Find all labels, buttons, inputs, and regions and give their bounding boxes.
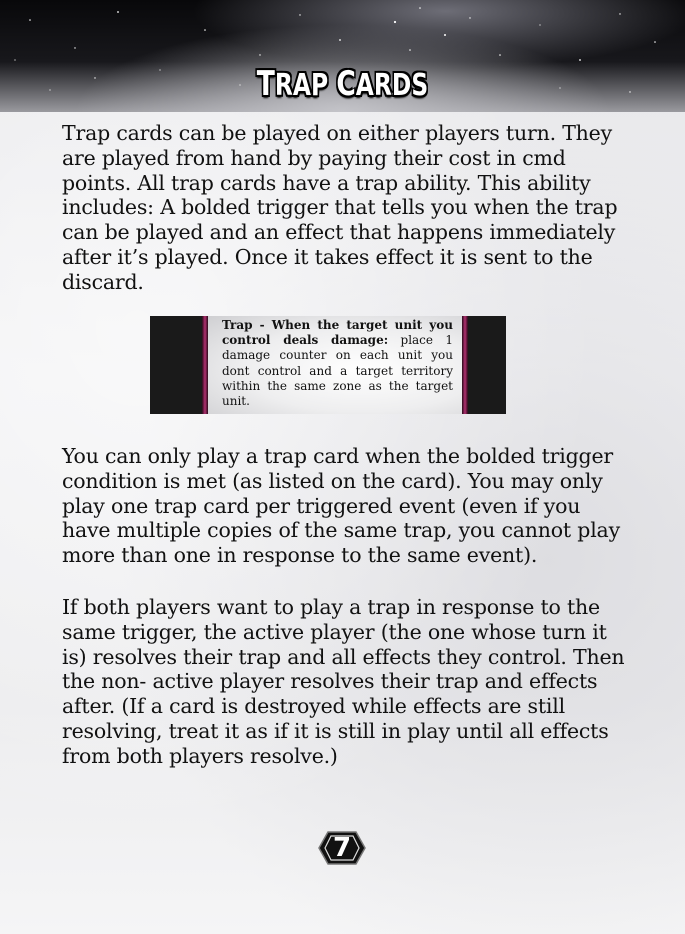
- starfield-header: [0, 0, 685, 112]
- page-number: 7: [332, 833, 352, 863]
- card-border-right: [462, 316, 468, 414]
- paragraph-priority-rules: If both players want to play a trap in response to the same trigger, the active player (the one whose turn it is) resolves their trap and all effects they control. Then the non- active player resolves their trap and effects after. (If a card is destroyed while effects are still resolving, treat it as if it is still in play until all effects from both players resolve.): [62, 595, 625, 768]
- trap-card-example: [150, 316, 506, 414]
- paragraph-trap-intro: Trap cards can be played on either players turn. They are played from hand by paying their cost in cmd points. All trap cards have a trap ability. This ability includes: A bolded trigger that tells you when the trap can be played and an effect that happens immediately after it’s played. Once it takes effect it is sent to the discard.: [62, 121, 618, 294]
- paragraph-trigger-rules: You can only play a trap card when the bolded trigger condition is met (as listed on the card). You may only play one trap card per triggered event (even if you have multiple copies of the same trap, you cannot play more than one in response to the same event).: [62, 444, 620, 568]
- card-text-box: [208, 316, 462, 414]
- card-ability-text: Trap - When the target unit you control deals damage: place 1 damage counter on each unit you dont control and a target territory within the same zone as the target unit.: [222, 318, 454, 409]
- page-number-badge: [317, 830, 367, 866]
- page-title: TRAP CARDS: [256, 64, 429, 104]
